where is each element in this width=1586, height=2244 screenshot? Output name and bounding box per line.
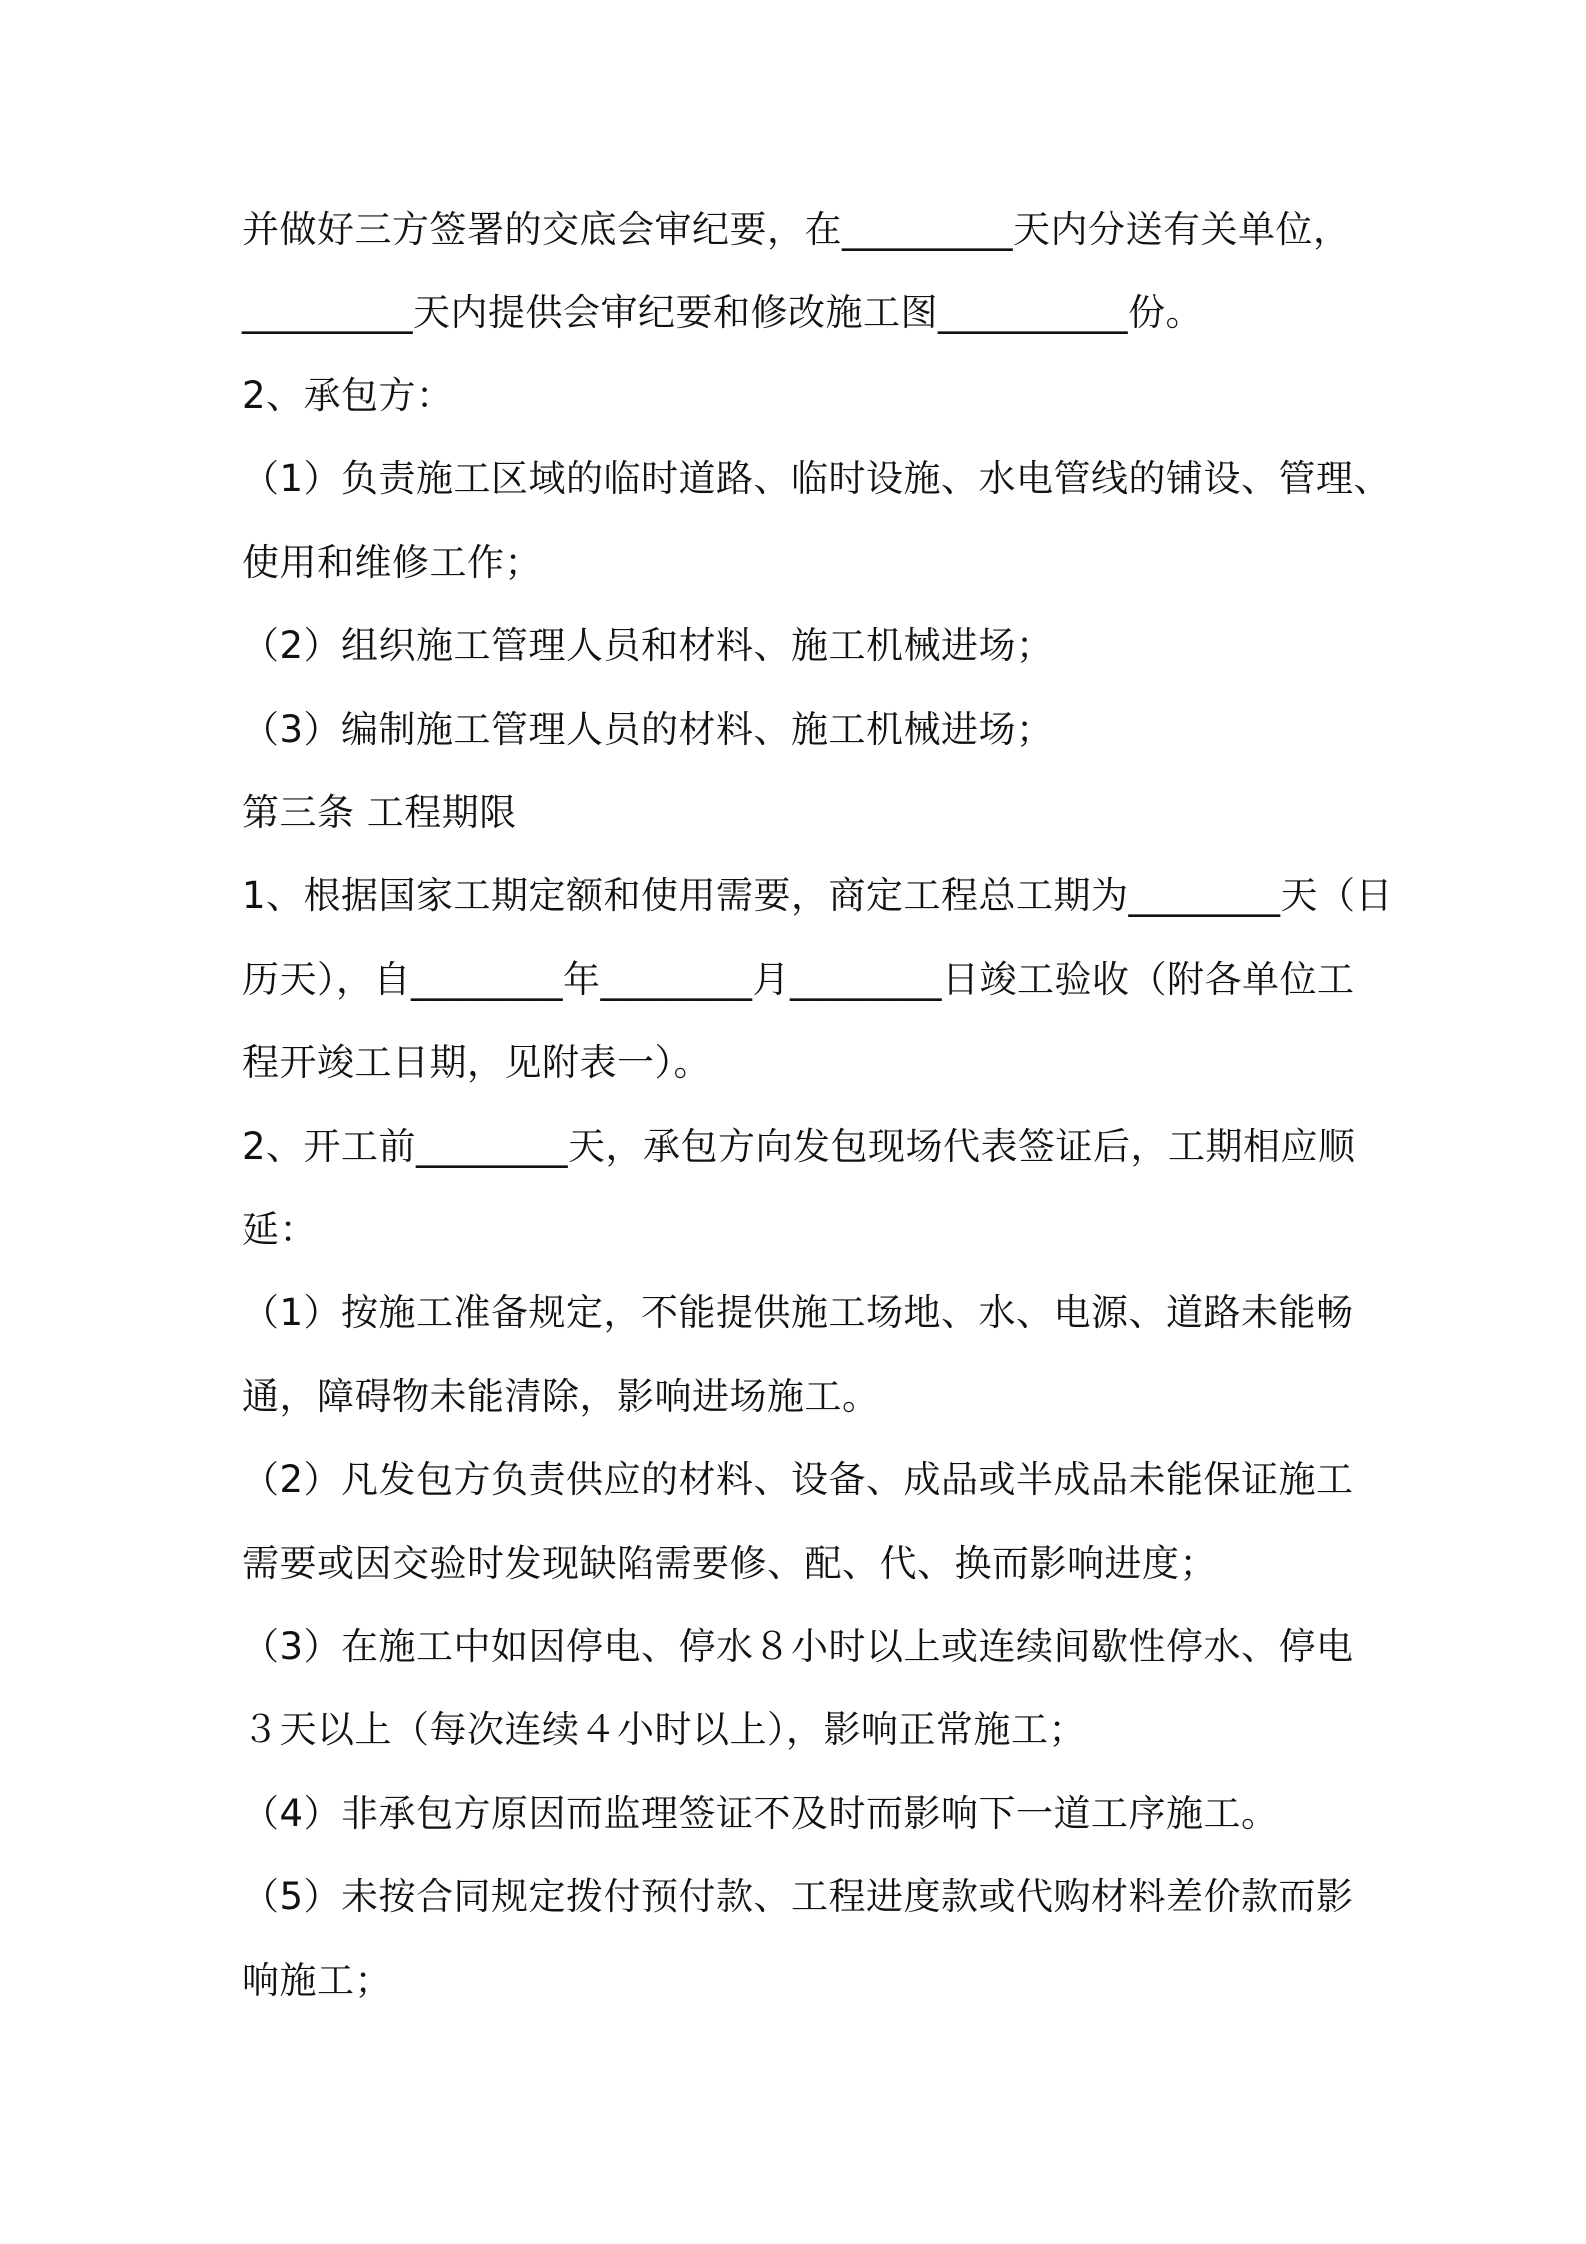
text-line: 2、承包方： <box>242 374 454 417</box>
text-line: 响施工； <box>242 1959 392 2002</box>
text-line: 使用和维修工作； <box>242 541 542 584</box>
text-line: 并做好三方签署的交底会审纪要，在_________天内分送有关单位， <box>242 208 1351 251</box>
text-line: （5）未按合同规定拨付预付款、工程进度款或代购材料差价款而影 <box>242 1875 1354 1918</box>
text-line: （3）编制施工管理人员的材料、施工机械进场； <box>242 708 1054 751</box>
text-line: （2）组织施工管理人员和材料、施工机械进场； <box>242 624 1054 667</box>
text-line: （2）凡发包方负责供应的材料、设备、成品或半成品未能保证施工 <box>242 1458 1354 1501</box>
text-line: 延： <box>242 1208 317 1251</box>
text-line: 1、根据国家工期定额和使用需要，商定工程总工期为________天（日 <box>242 874 1394 917</box>
text-line: 需要或因交验时发现缺陷需要修、配、代、换而影响进度； <box>242 1542 1217 1585</box>
text-line: 程开竣工日期，见附表一）。 <box>242 1041 711 1084</box>
text-line: 历天），自________年________月________日竣工验收（附各单位工 <box>242 958 1355 1001</box>
text-line: 通，障碍物未能清除，影响进场施工。 <box>242 1375 880 1418</box>
text-line: 2、开工前________天，承包方向发包现场代表签证后，工期相应顺 <box>242 1125 1356 1168</box>
text-line: （4）非承包方原因而监理签证不及时而影响下一道工序施工。 <box>242 1792 1279 1835</box>
text-line: （3）在施工中如因停电、停水８小时以上或连续间歇性停水、停电 <box>242 1625 1354 1668</box>
text-line: _________天内提供会审纪要和修改施工图__________份。 <box>242 291 1203 334</box>
section-heading: 第三条 工程期限 <box>242 791 517 834</box>
text-line: （1）负责施工区域的临时道路、临时设施、水电管线的铺设、管理、 <box>242 457 1392 500</box>
text-line: （1）按施工准备规定，不能提供施工场地、水、电源、道路未能畅 <box>242 1291 1354 1334</box>
text-line: ３天以上（每次连续４小时以上），影响正常施工； <box>242 1708 1086 1751</box>
